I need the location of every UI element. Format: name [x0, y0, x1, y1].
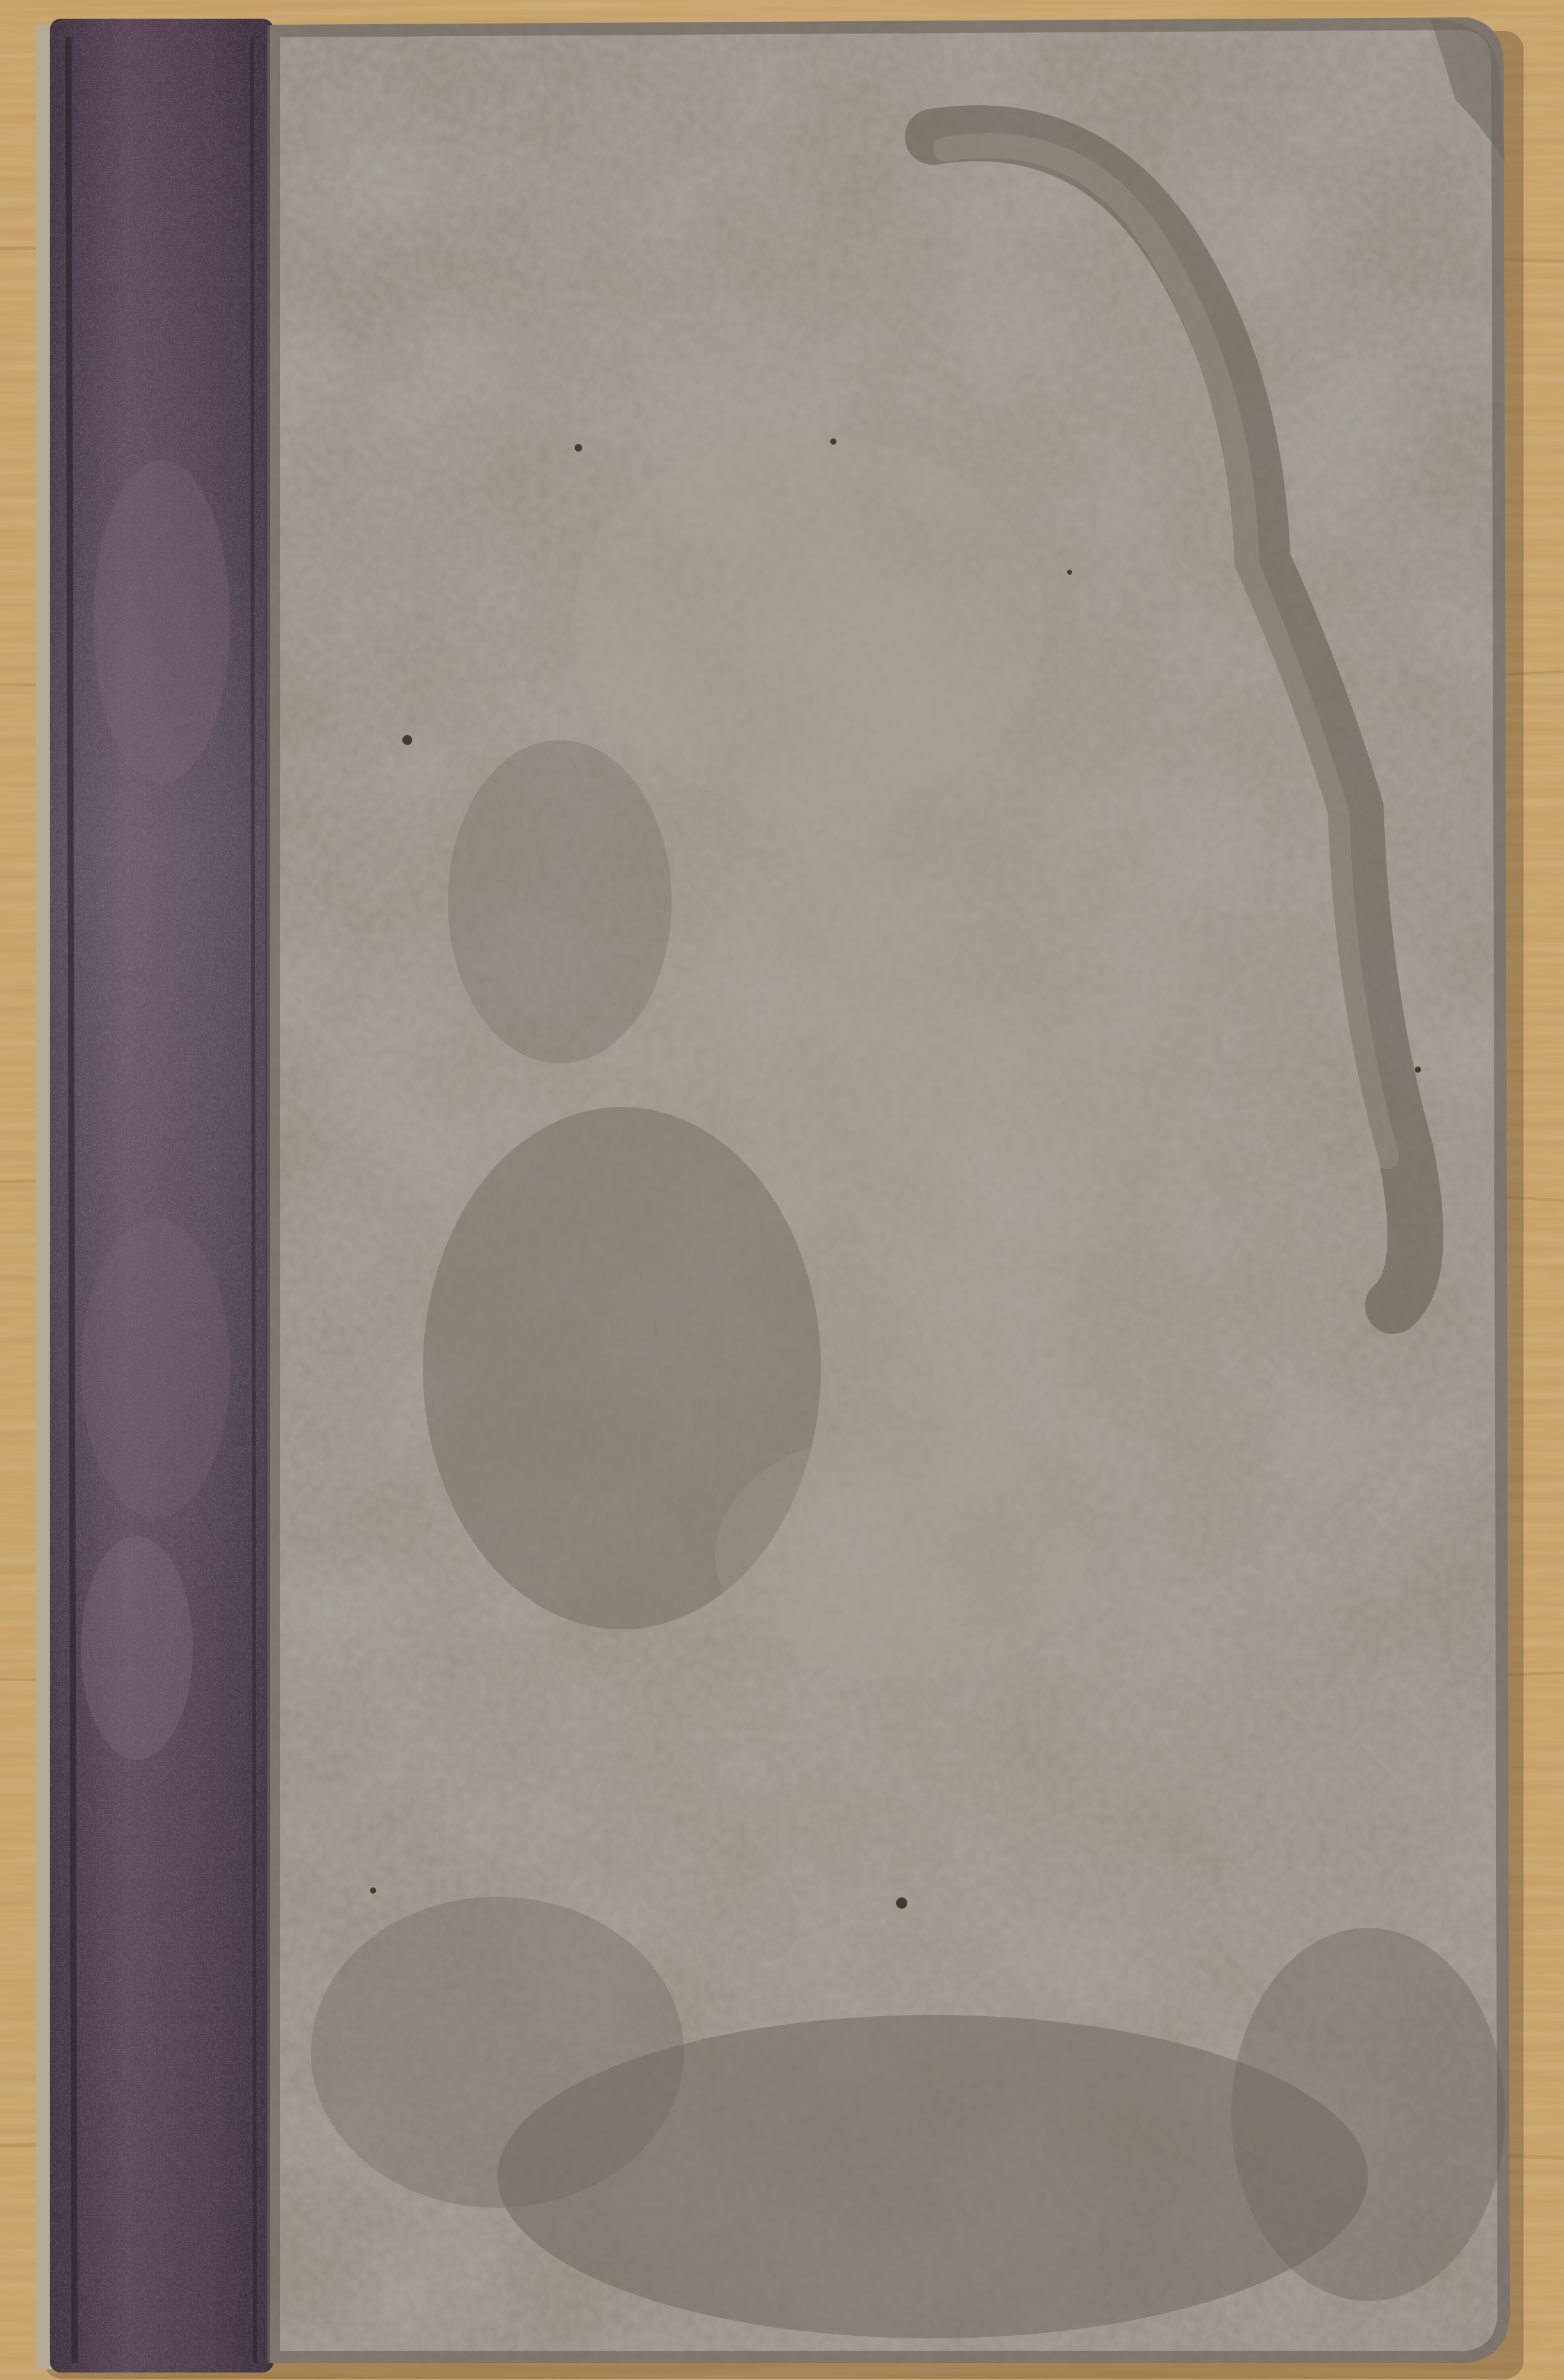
book-spine — [50, 19, 274, 2373]
cover-board — [249, 0, 1555, 2380]
